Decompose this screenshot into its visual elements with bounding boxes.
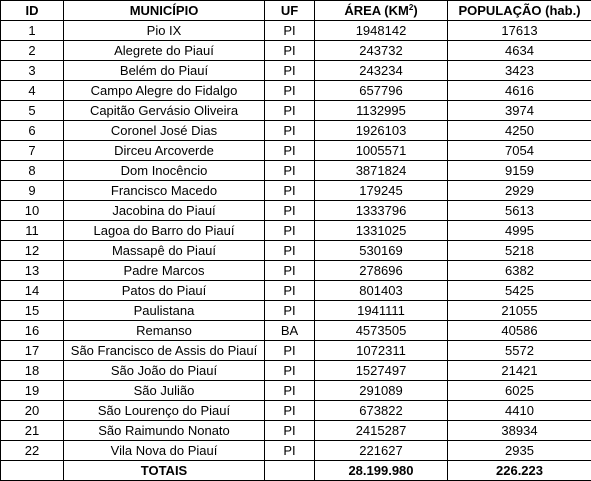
cell-municipio: Coronel José Dias [64, 121, 265, 141]
table-row [1, 441, 591, 461]
cell-id: 11 [1, 221, 64, 241]
cell-municipio: Remanso [64, 321, 265, 341]
cell-municipio: Alegrete do Piauí [64, 41, 265, 61]
cell-populacao: 21421 [448, 361, 591, 381]
cell-area: 2415287 [315, 421, 448, 441]
cell-id: 7 [1, 141, 64, 161]
cell-id: 16 [1, 321, 64, 341]
cell-populacao: 5572 [448, 341, 591, 361]
cell-area: 4573505 [315, 321, 448, 341]
cell-populacao: 5218 [448, 241, 591, 261]
cell-uf: BA [265, 321, 315, 341]
cell-populacao: 4410 [448, 401, 591, 421]
header-row [1, 1, 591, 21]
table-row [1, 381, 591, 401]
table-row [1, 201, 591, 221]
table-row [1, 281, 591, 301]
cell-area: 1926103 [315, 121, 448, 141]
cell-uf: PI [265, 381, 315, 401]
cell-populacao: 6382 [448, 261, 591, 281]
cell-uf: PI [265, 421, 315, 441]
cell-municipio: São João do Piauí [64, 361, 265, 381]
cell-populacao: 4634 [448, 41, 591, 61]
table-row [1, 61, 591, 81]
cell-populacao: 5613 [448, 201, 591, 221]
cell-populacao: 5425 [448, 281, 591, 301]
cell-populacao: 4616 [448, 81, 591, 101]
table-row [1, 301, 591, 321]
cell-uf: PI [265, 341, 315, 361]
cell-area: 673822 [315, 401, 448, 421]
cell-municipio: Dirceu Arcoverde [64, 141, 265, 161]
cell-id: 20 [1, 401, 64, 421]
cell-area: 243732 [315, 41, 448, 61]
table-row [1, 221, 591, 241]
cell-uf: PI [265, 261, 315, 281]
cell-populacao: 9159 [448, 161, 591, 181]
cell-id: 22 [1, 441, 64, 461]
cell-uf: PI [265, 221, 315, 241]
cell-id: 19 [1, 381, 64, 401]
table-row [1, 261, 591, 281]
cell-area: 179245 [315, 181, 448, 201]
header-area-close: ) [413, 3, 418, 18]
cell-populacao: 4995 [448, 221, 591, 241]
cell-uf: PI [265, 301, 315, 321]
cell-area: 278696 [315, 261, 448, 281]
cell-municipio: Belém do Piauí [64, 61, 265, 81]
table-row [1, 421, 591, 441]
cell-uf: PI [265, 101, 315, 121]
cell-id: 3 [1, 61, 64, 81]
cell-area: 1527497 [315, 361, 448, 381]
table-row [1, 361, 591, 381]
header-populacao: POPULAÇÃO (hab.) [448, 1, 591, 21]
totals-row [1, 461, 591, 481]
cell-id: 4 [1, 81, 64, 101]
cell-uf: PI [265, 121, 315, 141]
cell-uf: PI [265, 41, 315, 61]
table-row [1, 101, 591, 121]
cell-populacao: 40586 [448, 321, 591, 341]
cell-populacao: 38934 [448, 421, 591, 441]
cell-populacao: 3974 [448, 101, 591, 121]
cell-populacao: 6025 [448, 381, 591, 401]
cell-populacao: 3423 [448, 61, 591, 81]
cell-municipio: Patos do Piauí [64, 281, 265, 301]
cell-area: 291089 [315, 381, 448, 401]
cell-municipio: São Julião [64, 381, 265, 401]
cell-populacao: 21055 [448, 301, 591, 321]
cell-id: 18 [1, 361, 64, 381]
cell-municipio: Massapê do Piauí [64, 241, 265, 261]
cell-area: 243234 [315, 61, 448, 81]
header-area [315, 1, 448, 21]
table-row [1, 21, 591, 41]
table-row [1, 181, 591, 201]
cell-municipio: Paulistana [64, 301, 265, 321]
cell-uf: PI [265, 201, 315, 221]
cell-municipio: Campo Alegre do Fidalgo [64, 81, 265, 101]
cell-uf: PI [265, 181, 315, 201]
cell-id: 8 [1, 161, 64, 181]
table-row [1, 401, 591, 421]
header-id: ID [1, 1, 64, 21]
table-row [1, 121, 591, 141]
header-uf: UF [265, 1, 315, 21]
cell-id: 9 [1, 181, 64, 201]
cell-populacao: 2935 [448, 441, 591, 461]
cell-area: 1132995 [315, 101, 448, 121]
cell-municipio: São Lourenço do Piauí [64, 401, 265, 421]
cell-municipio: Pio IX [64, 21, 265, 41]
cell-area: 1333796 [315, 201, 448, 221]
totals-empty-uf [265, 461, 315, 481]
cell-municipio: Lagoa do Barro do Piauí [64, 221, 265, 241]
cell-municipio: Jacobina do Piauí [64, 201, 265, 221]
cell-id: 5 [1, 101, 64, 121]
cell-area: 657796 [315, 81, 448, 101]
cell-uf: PI [265, 161, 315, 181]
cell-area: 801403 [315, 281, 448, 301]
cell-area: 530169 [315, 241, 448, 261]
cell-id: 15 [1, 301, 64, 321]
cell-area: 1948142 [315, 21, 448, 41]
cell-area: 1072311 [315, 341, 448, 361]
cell-municipio: Francisco Macedo [64, 181, 265, 201]
table-row [1, 81, 591, 101]
cell-populacao: 4250 [448, 121, 591, 141]
totals-empty-id [1, 461, 64, 481]
cell-area: 3871824 [315, 161, 448, 181]
header-municipio: MUNICÍPIO [64, 1, 265, 21]
table-row [1, 161, 591, 181]
cell-id: 17 [1, 341, 64, 361]
cell-municipio: São Raimundo Nonato [64, 421, 265, 441]
cell-id: 10 [1, 201, 64, 221]
totals-label: TOTAIS [64, 461, 265, 481]
table-row [1, 341, 591, 361]
totals-populacao: 226.223 [448, 461, 591, 481]
cell-uf: PI [265, 361, 315, 381]
cell-populacao: 2929 [448, 181, 591, 201]
cell-id: 21 [1, 421, 64, 441]
cell-uf: PI [265, 441, 315, 461]
cell-id: 14 [1, 281, 64, 301]
cell-id: 1 [1, 21, 64, 41]
totals-area: 28.199.980 [315, 461, 448, 481]
cell-uf: PI [265, 241, 315, 261]
cell-municipio: Dom Inocêncio [64, 161, 265, 181]
cell-id: 6 [1, 121, 64, 141]
cell-id: 12 [1, 241, 64, 261]
cell-area: 1331025 [315, 221, 448, 241]
cell-uf: PI [265, 401, 315, 421]
cell-populacao: 17613 [448, 21, 591, 41]
table-row [1, 321, 591, 341]
cell-uf: PI [265, 61, 315, 81]
cell-municipio: Vila Nova do Piauí [64, 441, 265, 461]
cell-populacao: 7054 [448, 141, 591, 161]
cell-municipio: São Francisco de Assis do Piauí [64, 341, 265, 361]
table-row [1, 241, 591, 261]
cell-uf: PI [265, 21, 315, 41]
cell-area: 1005571 [315, 141, 448, 161]
cell-id: 2 [1, 41, 64, 61]
cell-municipio: Padre Marcos [64, 261, 265, 281]
cell-area: 221627 [315, 441, 448, 461]
table-row [1, 141, 591, 161]
cell-municipio: Capitão Gervásio Oliveira [64, 101, 265, 121]
cell-uf: PI [265, 141, 315, 161]
header-area-superscript: 2 [408, 3, 414, 12]
cell-id: 13 [1, 261, 64, 281]
table-row [1, 41, 591, 61]
table-body [1, 21, 591, 461]
cell-uf: PI [265, 81, 315, 101]
cell-uf: PI [265, 281, 315, 301]
header-area-text: ÁREA (KM [344, 3, 409, 18]
cell-area: 1941111 [315, 301, 448, 321]
